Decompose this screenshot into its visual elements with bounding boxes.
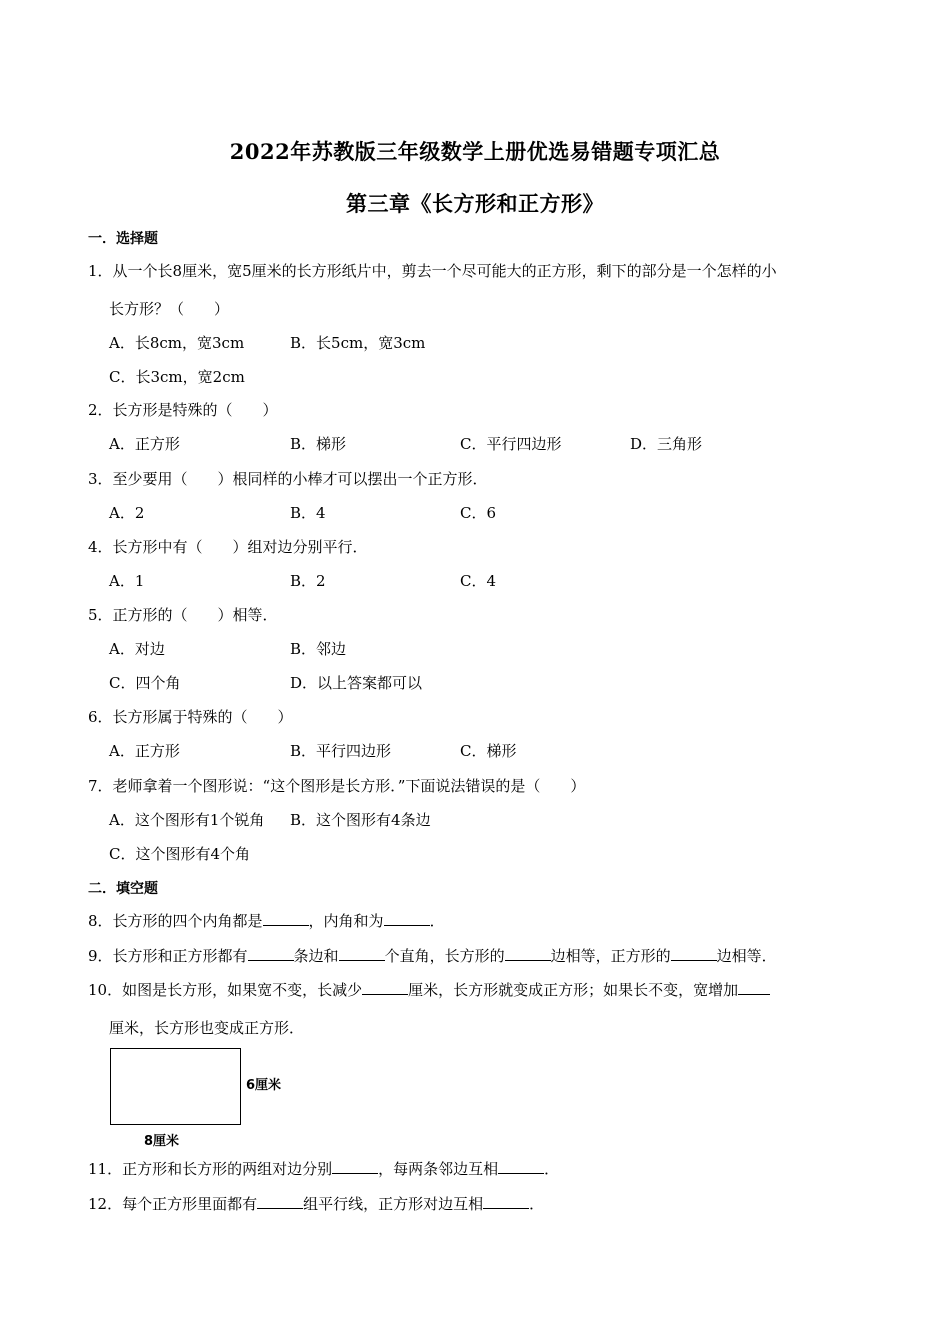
answer-blank[interactable]	[384, 911, 430, 926]
question-8-text-1: 8．长方形的四个内角都是	[88, 912, 263, 930]
page-subtitle: 第三章《长方形和正方形》	[346, 191, 604, 216]
question-3-option-a[interactable]: A．2	[109, 504, 145, 522]
question-5-stem: 5．正方形的（ ）相等．	[88, 606, 278, 624]
question-5-option-d[interactable]: D．以上答案都可以	[290, 674, 423, 692]
answer-blank[interactable]	[505, 946, 551, 961]
question-11-text-1: 11．正方形和长方形的两组对边分别	[88, 1160, 333, 1178]
question-9-text-1: 9．长方形和正方形都有	[88, 947, 248, 965]
question-3-stem: 3．至少要用（ ）根同样的小棒才可以摆出一个正方形．	[88, 470, 488, 488]
question-12	[88, 1193, 544, 1214]
question-2-stem: 2．长方形是特殊的（ ）	[88, 401, 278, 419]
question-4-option-b[interactable]: B．2	[290, 572, 326, 590]
question-6-option-a[interactable]: A．正方形	[109, 742, 180, 760]
question-11-text-2: ，每两条邻边互相	[378, 1160, 499, 1178]
question-5-option-c[interactable]: C．四个角	[109, 674, 181, 692]
question-6-option-c[interactable]: C．梯形	[460, 742, 517, 760]
question-5-option-a[interactable]: A．对边	[109, 640, 165, 658]
question-1-option-b[interactable]: B．长5cm，宽3cm	[290, 334, 426, 352]
question-10	[88, 979, 770, 1000]
question-8	[88, 910, 445, 931]
answer-blank[interactable]	[332, 1159, 378, 1174]
question-7-option-b[interactable]: B．这个图形有4条边	[290, 811, 431, 829]
answer-blank[interactable]	[257, 1194, 303, 1209]
question-12-text-3: ．	[529, 1195, 545, 1213]
rectangle-shape	[110, 1048, 241, 1125]
width-label: 6厘米	[246, 1078, 282, 1093]
question-1-stem-cont: 长方形？（ ）	[109, 300, 230, 318]
question-7-stem: 7．老师拿着一个图形说：“这个图形是长方形．”下面说法错误的是（ ）	[88, 777, 586, 795]
rectangle-figure	[110, 1048, 300, 1148]
question-7-option-a[interactable]: A．这个图形有1个锐角	[109, 811, 265, 829]
question-2-option-c[interactable]: C．平行四边形	[460, 435, 562, 453]
answer-blank[interactable]	[248, 946, 294, 961]
question-6-option-b[interactable]: B．平行四边形	[290, 742, 392, 760]
question-6-stem: 6．长方形属于特殊的（ ）	[88, 708, 293, 726]
question-10-text-1: 10．如图是长方形，如果宽不变，长减少	[88, 981, 363, 999]
question-4-option-a[interactable]: A．1	[109, 572, 145, 590]
question-4-stem: 4．长方形中有（ ）组对边分别平行．	[88, 538, 368, 556]
question-9	[88, 945, 777, 966]
question-3-option-b[interactable]: B．4	[290, 504, 326, 522]
answer-blank[interactable]	[263, 911, 309, 926]
question-4-option-c[interactable]: C．4	[460, 572, 497, 590]
question-10-cont: 厘米，长方形也变成正方形．	[109, 1019, 305, 1037]
question-9-text-2: 条边和	[293, 947, 339, 965]
question-1-option-a[interactable]: A．长8cm，宽3cm	[109, 334, 245, 352]
question-1-option-c[interactable]: C．长3cm，宽2cm	[109, 368, 245, 386]
answer-blank[interactable]	[339, 946, 385, 961]
question-2-option-d[interactable]: D．三角形	[630, 435, 703, 453]
answer-blank[interactable]	[483, 1194, 529, 1209]
answer-blank[interactable]	[738, 980, 770, 995]
question-7-option-c[interactable]: C．这个图形有4个角	[109, 845, 251, 863]
question-11	[88, 1158, 559, 1179]
question-8-text-3: ．	[429, 912, 445, 930]
section-heading-fill: 二．填空题	[88, 881, 158, 897]
question-8-text-2: ，内角和为	[308, 912, 384, 930]
page-title: 2022年苏教版三年级数学上册优选易错题专项汇总	[229, 139, 721, 164]
answer-blank[interactable]	[671, 946, 717, 961]
question-12-text-1: 12．每个正方形里面都有	[88, 1195, 258, 1213]
section-heading-choice: 一．选择题	[88, 231, 158, 247]
question-3-option-c[interactable]: C．6	[460, 504, 497, 522]
question-12-text-2: 组平行线，正方形对边互相	[303, 1195, 484, 1213]
length-label: 8厘米	[144, 1134, 180, 1149]
question-9-text-3: 个直角，长方形的	[384, 947, 505, 965]
answer-blank[interactable]	[498, 1159, 544, 1174]
question-2-option-a[interactable]: A．正方形	[109, 435, 180, 453]
question-9-text-5: 边相等．	[716, 947, 777, 965]
question-5-option-b[interactable]: B．邻边	[290, 640, 347, 658]
question-11-text-3: ．	[544, 1160, 560, 1178]
question-2-option-b[interactable]: B．梯形	[290, 435, 347, 453]
answer-blank[interactable]	[362, 980, 408, 995]
question-9-text-4: 边相等，正方形的	[550, 947, 671, 965]
question-10-text-2: 厘米，长方形就变成正方形；如果长不变，宽增加	[408, 981, 739, 999]
question-1-stem: 1．从一个长8厘米，宽5厘米的长方形纸片中，剪去一个尽可能大的正方形，剩下的部分是一个怎样的小	[88, 262, 777, 280]
